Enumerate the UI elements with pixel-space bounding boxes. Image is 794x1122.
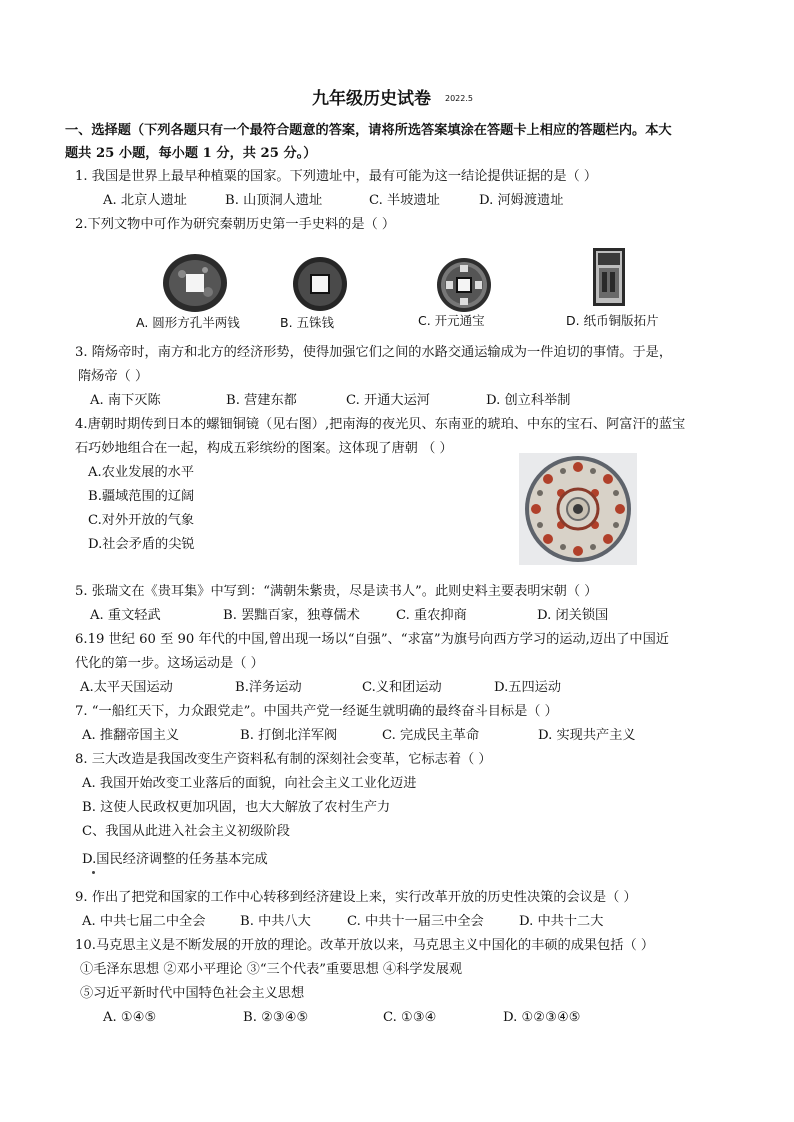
- question-4-stem-line1: 4.唐朝时期传到日本的螺钿铜镜（见右图）,把南海的夜光贝、东南亚的琥珀、中东的宝石、阿富汗的蓝宝: [75, 417, 686, 432]
- q1-option-b: B. 山顶洞人遗址: [225, 193, 323, 208]
- question-10-items-line2: ⑤习近平新时代中国特色社会主义思想: [80, 986, 305, 1001]
- q8-option-c: C、我国从此进入社会主义初级阶段: [82, 824, 290, 839]
- question-1-stem: 1. 我国是世界上最早种植粟的国家。下列遗址中，最有可能为这一结论提供证据的是（ ）: [75, 169, 598, 184]
- q6-option-c: C.义和团运动: [362, 680, 442, 695]
- q6-option-a: A.太平天国运动: [80, 680, 173, 695]
- q1-option-c: C. 半坡遗址: [369, 193, 440, 208]
- q6-option-b: B.洋务运动: [235, 680, 302, 695]
- question-9-stem: 9. 作出了把党和国家的工作中心转移到经济建设上来，实行改革开放的历史性决策的会议是（ ）: [75, 890, 637, 905]
- question-10-items-line1: ①毛泽东思想 ②邓小平理论 ③“三个代表”重要思想 ④科学发展观: [80, 962, 463, 977]
- section-heading-line2: 题共 25 小题，每小题 1 分，共 25 分。）: [65, 146, 317, 161]
- exam-title: [312, 89, 473, 109]
- q2-caption-b: B. 五铢钱: [280, 315, 335, 330]
- question-7-stem: 7. “一船红天下，力众跟党走”。中国共产党一经诞生就明确的最终奋斗目标是（ ）: [75, 704, 558, 719]
- q1-option-a: A. 北京人遗址: [103, 193, 187, 208]
- q4-option-a: A.农业发展的水平: [88, 465, 195, 480]
- q7-option-a: A. 推翻帝国主义: [82, 728, 180, 743]
- question-8-stem: 8. 三大改造是我国改变生产资料私有制的深刻社会变革，它标志着（ ）: [75, 752, 492, 767]
- q10-option-b: B. ②③④⑤: [243, 1010, 309, 1025]
- q1-option-d: D. 河姆渡遗址: [479, 193, 564, 208]
- q5-option-a: A. 重文轻武: [90, 608, 161, 623]
- tang-mirror-image: [519, 453, 637, 565]
- exam-title-text: 九年级历史试卷: [312, 89, 431, 109]
- q10-option-a: A. ①④⑤: [103, 1010, 157, 1025]
- question-10-stem: 10.马克思主义是不断发展的开放的理论。改革开放以来，马克思主义中国化的丰硕的成果包括（ ）: [75, 938, 655, 953]
- q9-option-a: A. 中共七届二中全会: [82, 914, 206, 929]
- q3-option-d: D. 创立科举制: [486, 393, 571, 408]
- q8-option-d: D.国民经济调整的任务基本完成: [82, 852, 268, 867]
- q7-option-c: C. 完成民主革命: [382, 728, 480, 743]
- q8-option-a: A. 我国开始改变工业落后的面貌，向社会主义工业化迈进: [82, 776, 417, 791]
- q4-option-d: D.社会矛盾的尖锐: [88, 537, 195, 552]
- question-4-stem-line2: 石巧妙地组合在一起，构成五彩缤纷的图案。这体现了唐朝 （ ）: [75, 441, 453, 456]
- coin-kaiyuan-image: [433, 256, 495, 314]
- question-3-stem-line2: 隋炀帝（ ）: [78, 369, 149, 384]
- q3-option-a: A. 南下灭陈: [90, 393, 161, 408]
- q9-option-c: C. 中共十一届三中全会: [347, 914, 484, 929]
- stray-mark: [92, 871, 95, 874]
- question-6-stem-line1: 6.19 世纪 60 至 90 年代的中国,曾出现一场以“自强”、“求富”为旗号向西方学习的运动,迈出了中国近: [75, 632, 669, 647]
- question-3-stem-line1: 3. 隋炀帝时，南方和北方的经济形势，使得加强它们之间的水路交通运输成为一件迫切的事情。于是，: [75, 345, 673, 360]
- q9-option-b: B. 中共八大: [240, 914, 311, 929]
- q4-option-c: C.对外开放的气象: [88, 513, 195, 528]
- q8-option-b: B. 这使人民政权更加巩固，也大大解放了农村生产力: [82, 800, 391, 815]
- q2-caption-a: A. 圆形方孔半两钱: [136, 315, 240, 330]
- section-heading-line1: 一、选择题（下列各题只有一个最符合题意的答案，请将所选答案填涂在答题卡上相应的答题栏内。本大: [65, 123, 672, 138]
- q2-caption-d: D. 纸币铜版拓片: [566, 313, 659, 328]
- coin-banliang-image: [160, 252, 230, 314]
- q3-option-c: C. 开通大运河: [346, 393, 430, 408]
- q7-option-d: D. 实现共产主义: [538, 728, 636, 743]
- q3-option-b: B. 营建东都: [226, 393, 297, 408]
- q7-option-b: B. 打倒北洋军阀: [240, 728, 338, 743]
- q4-option-b: B.疆域范围的辽阔: [88, 489, 195, 504]
- q5-option-d: D. 闭关锁国: [537, 608, 609, 623]
- q10-option-c: C. ①③④: [383, 1010, 437, 1025]
- q5-option-c: C. 重农抑商: [396, 608, 467, 623]
- q10-option-d: D. ①②③④⑤: [503, 1010, 581, 1025]
- question-2-stem: 2.下列文物中可作为研究秦朝历史第一手史料的是（ ）: [75, 217, 396, 232]
- q2-caption-c: C. 开元通宝: [418, 313, 485, 328]
- paper-money-rubbing-image: [593, 248, 625, 306]
- q6-option-d: D.五四运动: [494, 680, 562, 695]
- q9-option-d: D. 中共十二大: [519, 914, 604, 929]
- q5-option-b: B. 罢黜百家，独尊儒术: [223, 608, 360, 623]
- question-5-stem: 5. 张瑞文在《贵耳集》中写到：“满朝朱紫贵，尽是读书人”。此则史料主要表明宋朝（ ）: [75, 584, 598, 599]
- question-6-stem-line2: 代化的第一步。这场运动是（ ）: [75, 656, 264, 671]
- exam-date: 2022.5: [445, 94, 473, 103]
- coin-wuzhu-image: [290, 255, 350, 313]
